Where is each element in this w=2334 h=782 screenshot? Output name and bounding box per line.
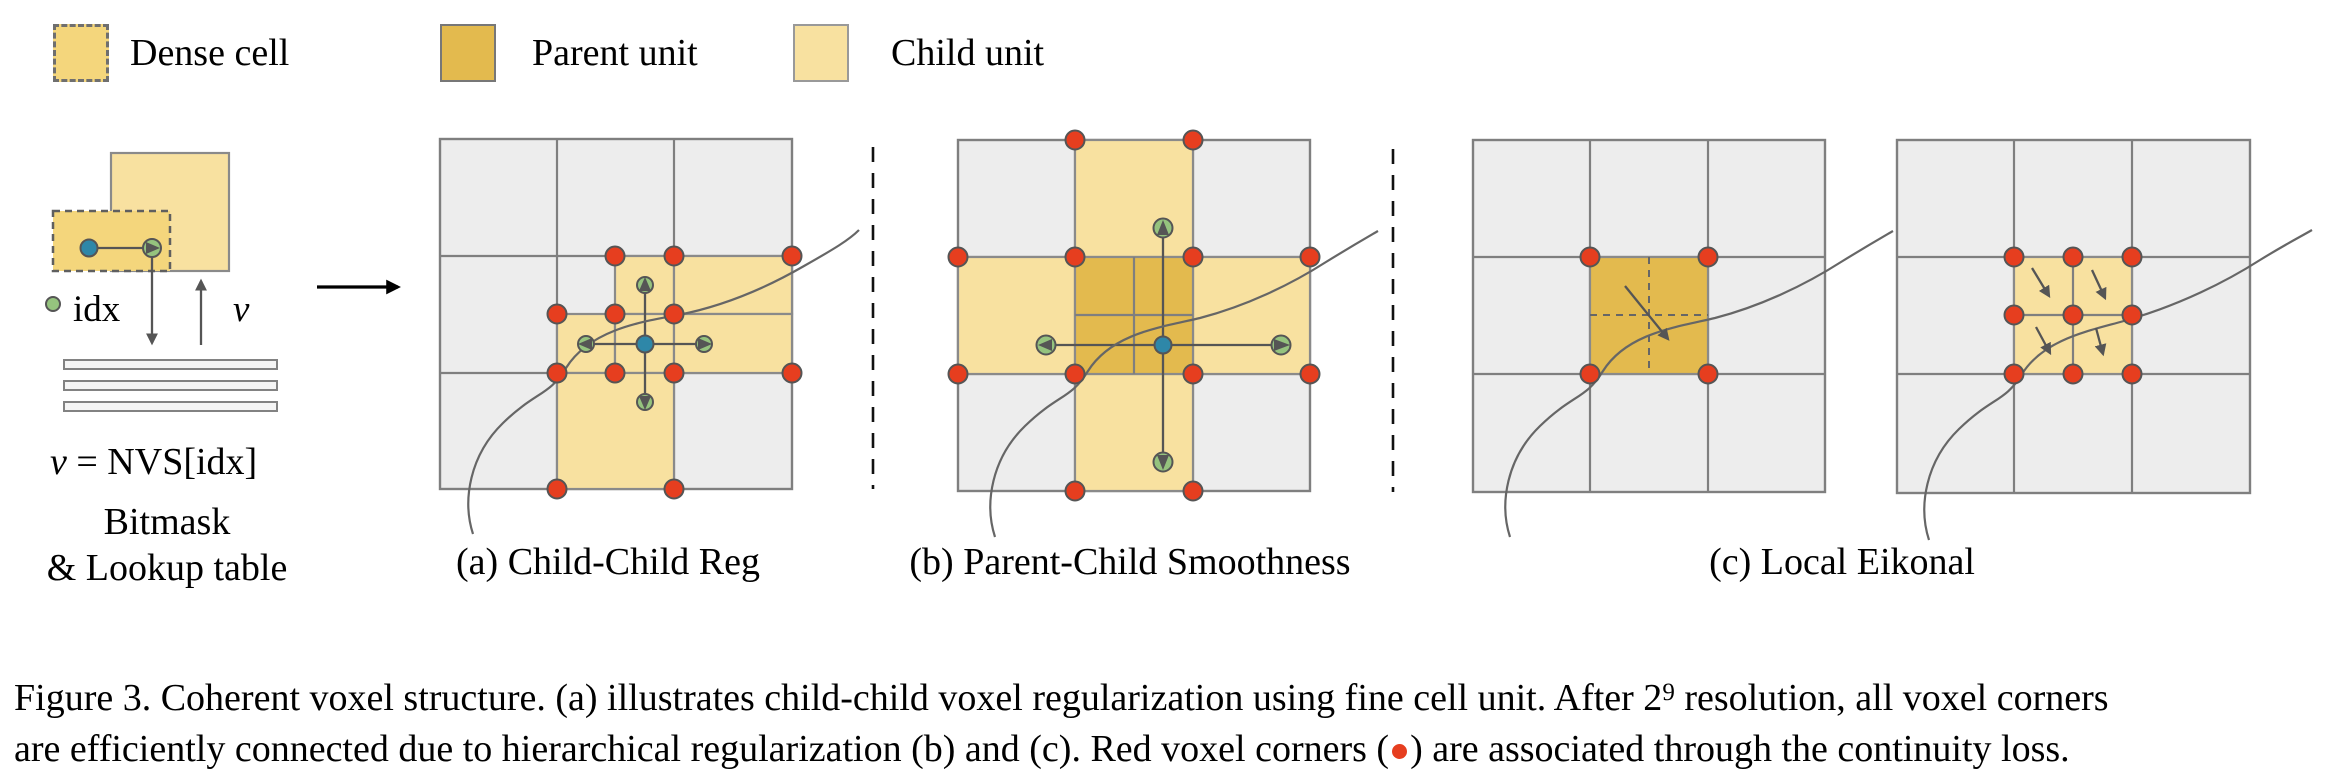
idx-label: idx: [73, 289, 121, 330]
lookup-panel-graphics: [46, 153, 277, 411]
child-cell: [958, 257, 1075, 374]
lookup-table-label: & Lookup table: [46, 547, 288, 589]
red-corner-dot: [1581, 248, 1600, 267]
voxel-dot: [81, 240, 98, 257]
legend-swatch-dense-cell: [53, 24, 109, 82]
diagram-c-parent: [1473, 140, 1893, 537]
child-cell: [557, 373, 674, 489]
red-corner-dot: [665, 364, 684, 383]
red-corner-dot: [2064, 306, 2083, 325]
red-corner-dot: [548, 480, 567, 499]
red-corner-dot: [2123, 365, 2142, 384]
voxel-dot: [637, 336, 654, 353]
child-cell: [1075, 374, 1193, 491]
idx-legend-dot: [46, 297, 60, 311]
caption-superscript: 9: [1662, 679, 1675, 706]
red-corner-dot: [665, 247, 684, 266]
formula-rest: = NVS[idx]: [66, 441, 258, 483]
red-corner-dot: [1184, 365, 1203, 384]
caption-text: ) are associated through the continuity loss.: [1410, 728, 2070, 770]
bitmask-label: Bitmask: [103, 501, 231, 543]
diagram-b: [949, 131, 1379, 538]
red-corner-dot: [2005, 365, 2024, 384]
legend-label-dense-cell: Dense cell: [130, 32, 290, 74]
red-corner-dot: [1066, 482, 1085, 501]
red-corner-dot: [548, 305, 567, 324]
legend-swatch-child-unit: [793, 24, 849, 82]
red-corner-dot: [1699, 365, 1718, 384]
red-corner-inline-icon: [1392, 744, 1407, 759]
red-corner-dot: [606, 305, 625, 324]
red-corner-dot: [606, 364, 625, 383]
child-cell: [674, 256, 792, 314]
nvs-formula: [50, 440, 257, 484]
red-corner-dot: [2123, 248, 2142, 267]
lookup-table-bar: [64, 360, 277, 369]
diagram-c-child: [1897, 140, 2312, 540]
formula-var: v: [50, 441, 67, 483]
red-corner-dot: [1699, 248, 1718, 267]
red-corner-dot: [1184, 482, 1203, 501]
red-corner-dot: [606, 247, 625, 266]
diagram-a: [440, 139, 859, 534]
red-corner-dot: [949, 365, 968, 384]
caption-c: (c) Local Eikonal: [1709, 541, 1975, 583]
caption-text: are efficiently connected due to hierarchical regularization (b) and (c). Red voxel corners (: [14, 728, 1390, 770]
voxel-dot: [1155, 337, 1172, 354]
child-cell: [1075, 140, 1193, 257]
red-corner-dot: [1301, 248, 1320, 267]
red-corner-dot: [949, 248, 968, 267]
caption-b: (b) Parent-Child Smoothness: [909, 541, 1351, 583]
red-corner-dot: [1066, 365, 1085, 384]
v-label: v: [233, 289, 250, 330]
caption-text: Figure 3. Coherent voxel structure. (a) illustrates child-child voxel regularization using fine cell unit. After 2: [14, 677, 1663, 719]
red-corner-dot: [2064, 248, 2083, 267]
red-corner-dot: [2005, 248, 2024, 267]
figure-caption-line-1: [14, 676, 2109, 720]
figure-caption-line-2: [14, 727, 2070, 771]
red-corner-dot: [1301, 365, 1320, 384]
red-corner-dot: [548, 364, 567, 383]
red-corner-dot: [2064, 365, 2083, 384]
red-corner-dot: [2123, 306, 2142, 325]
legend-label-child-unit: Child unit: [891, 32, 1045, 74]
red-corner-dot: [1581, 365, 1600, 384]
legend-swatch-parent-unit: [440, 24, 496, 82]
red-corner-dot: [783, 247, 802, 266]
red-corner-dot: [1184, 131, 1203, 150]
caption-a: (a) Child-Child Reg: [456, 541, 760, 583]
legend-label-parent-unit: Parent unit: [532, 32, 698, 74]
red-corner-dot: [2005, 306, 2024, 325]
red-corner-dot: [783, 364, 802, 383]
red-corner-dot: [1066, 131, 1085, 150]
caption-text: resolution, all voxel corners: [1674, 677, 2109, 719]
red-corner-dot: [1066, 248, 1085, 267]
lookup-table-bar: [64, 381, 277, 390]
red-corner-dot: [665, 480, 684, 499]
red-corner-dot: [1184, 248, 1203, 267]
red-corner-dot: [665, 305, 684, 324]
lookup-table-bar: [64, 402, 277, 411]
